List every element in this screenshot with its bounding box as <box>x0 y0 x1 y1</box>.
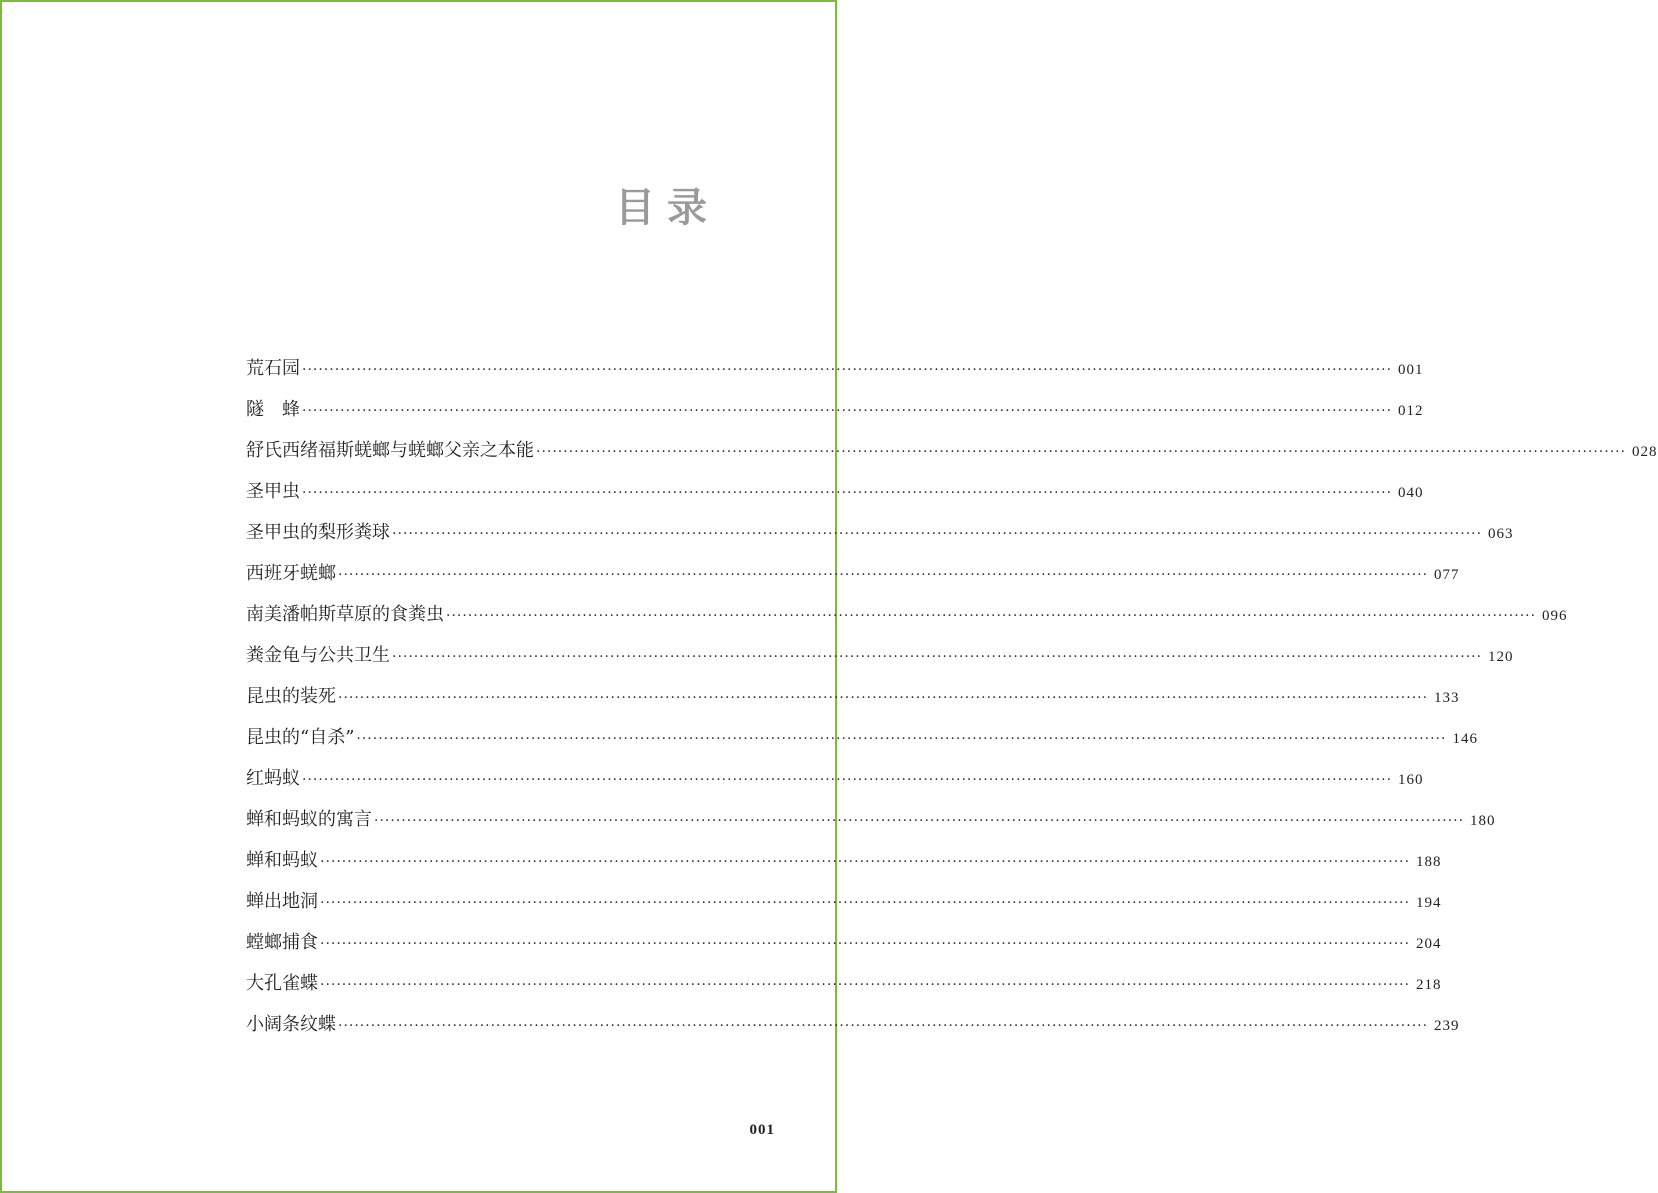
toc-entry-title: 蝉和蚂蚁的寓言 <box>246 809 372 830</box>
toc-entry[interactable] <box>246 887 1442 928</box>
toc-entry-title: 红蚂蚁 <box>246 768 300 789</box>
dot-leader: ········································································································································································································ <box>338 567 1429 583</box>
toc-entry[interactable] <box>246 477 1424 518</box>
toc-entry-title: 舒氏西绪福斯蜣螂与蜣螂父亲之本能 <box>246 440 534 461</box>
dot-leader: ········································································································································································································ <box>302 485 1393 501</box>
toc-entry[interactable] <box>246 764 1424 805</box>
toc-entry[interactable] <box>246 805 1496 846</box>
toc-entry[interactable] <box>246 723 1478 764</box>
dot-leader: ········································································································································································································ <box>356 731 1447 747</box>
dot-leader: ········································································································································································································ <box>338 1018 1429 1034</box>
toc-entry-title: 西班牙蜣螂 <box>246 563 336 584</box>
toc-entry[interactable] <box>246 559 1460 600</box>
toc-entry-title: 蝉出地洞 <box>246 891 318 912</box>
toc-entry-title: 隧 蜂 <box>246 399 300 420</box>
toc-entry[interactable] <box>246 395 1424 436</box>
page-number: 001 <box>749 1122 775 1138</box>
toc-entry-title: 小阔条纹蝶 <box>246 1014 336 1035</box>
table-of-contents <box>246 354 1658 1051</box>
toc-entry-title: 大孔雀蝶 <box>246 973 318 994</box>
toc-entry-page: 028 <box>1632 444 1658 460</box>
toc-entry-page: 012 <box>1398 403 1424 419</box>
toc-entry-title: 昆虫的“自杀” <box>246 727 355 748</box>
toc-entry-page: 188 <box>1416 854 1442 870</box>
dot-leader: ········································································································································································································ <box>338 690 1429 706</box>
toc-entry-page: 133 <box>1434 690 1460 706</box>
toc-entry[interactable] <box>246 641 1514 682</box>
toc-entry-page: 120 <box>1488 649 1514 665</box>
toc-entry-title: 荒石园 <box>246 358 300 379</box>
dot-leader: ········································································································································································································ <box>392 649 1483 665</box>
toc-entry[interactable] <box>246 1010 1460 1051</box>
toc-entry-page: 180 <box>1470 813 1496 829</box>
toc-entry-title: 圣甲虫的梨形粪球 <box>246 522 390 543</box>
toc-entry-title: 南美潘帕斯草原的食粪虫 <box>246 604 444 625</box>
dot-leader: ········································································································································································································ <box>320 977 1411 993</box>
dot-leader: ········································································································································································································ <box>320 854 1411 870</box>
toc-entry-page: 218 <box>1416 977 1442 993</box>
toc-entry[interactable] <box>246 846 1442 887</box>
toc-entry-page: 194 <box>1416 895 1442 911</box>
dot-leader: ········································································································································································································ <box>302 403 1393 419</box>
dot-leader: ········································································································································································································ <box>446 608 1537 624</box>
toc-entry-title: 圣甲虫 <box>246 481 300 502</box>
toc-entry-page: 160 <box>1398 772 1424 788</box>
dot-leader: ········································································································································································································ <box>302 362 1393 378</box>
dot-leader: ········································································································································································································ <box>374 813 1465 829</box>
toc-entry-title: 粪金龟与公共卫生 <box>246 645 390 666</box>
toc-entry-page: 001 <box>1398 362 1424 378</box>
toc-entry-page: 040 <box>1398 485 1424 501</box>
toc-entry[interactable] <box>246 682 1460 723</box>
dot-leader: ········································································································································································································ <box>392 526 1483 542</box>
dot-leader: ········································································································································································································ <box>320 895 1411 911</box>
toc-entry-page: 063 <box>1488 526 1514 542</box>
toc-entry[interactable] <box>246 969 1442 1010</box>
toc-entry-page: 077 <box>1434 567 1460 583</box>
toc-entry[interactable] <box>246 354 1424 395</box>
toc-entry-page: 146 <box>1452 731 1478 747</box>
toc-entry-title: 昆虫的装死 <box>246 686 336 707</box>
toc-entry-title: 蝉和蚂蚁 <box>246 850 318 871</box>
dot-leader: ········································································································································································································ <box>320 936 1411 952</box>
toc-entry[interactable] <box>246 518 1514 559</box>
dot-leader: ········································································································································································································ <box>536 444 1627 460</box>
toc-entry[interactable] <box>246 928 1442 969</box>
toc-entry-page: 239 <box>1434 1018 1460 1034</box>
toc-entry-page: 204 <box>1416 936 1442 952</box>
toc-entry[interactable] <box>246 600 1568 641</box>
toc-entry[interactable] <box>246 436 1658 477</box>
dot-leader: ········································································································································································································ <box>302 772 1393 788</box>
toc-entry-title: 螳螂捕食 <box>246 932 318 953</box>
page-title: 目录 <box>615 184 719 231</box>
toc-entry-page: 096 <box>1542 608 1568 624</box>
